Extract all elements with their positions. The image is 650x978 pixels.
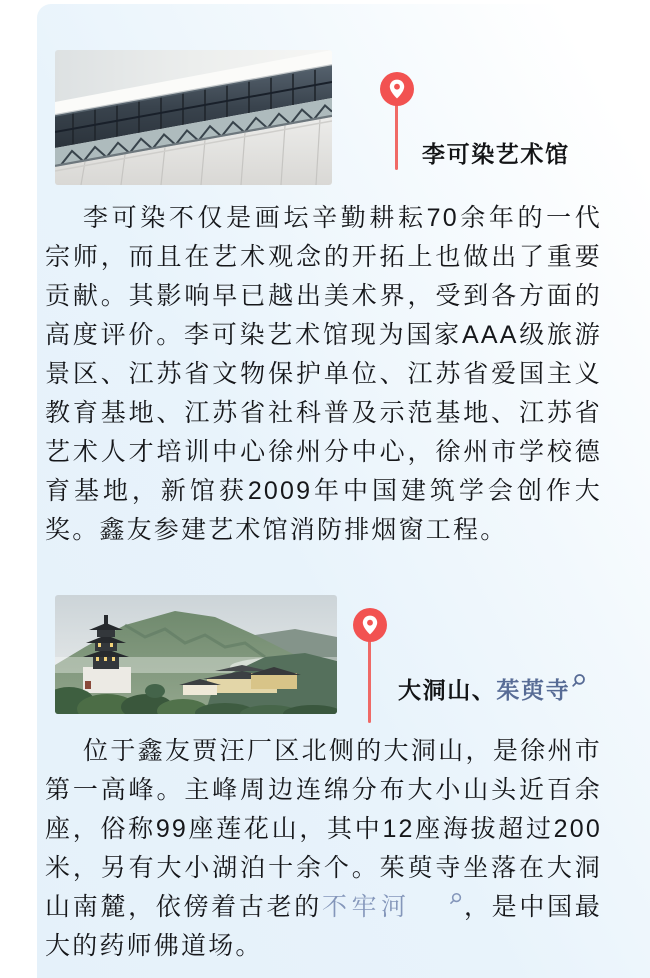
pin-stem-line [368, 639, 371, 723]
location-pin-icon [353, 608, 387, 642]
search-icon[interactable] [571, 673, 587, 689]
building-facade-graphic [55, 50, 332, 185]
section-paragraph-dadongshan [45, 732, 602, 966]
zhuyusi-link[interactable]: 茱萸寺 [496, 677, 571, 703]
section-paragraph-likeran [45, 199, 602, 550]
section-title-text: 大洞山、 [398, 677, 497, 703]
paragraph-text: ，是中国最大的药师佛道场。 [45, 893, 602, 960]
paragraph-text: 位于鑫友贾汪厂区北侧的大洞山，是徐州市第一高峰。主峰周边连绵分布大小山头近百余座，俗称99座莲花山，其中12座海拔超过200米，另有大小湖泊十余个。茱萸寺坐落在大洞山南麓，依傍着古老的 [45, 737, 602, 921]
pin-stem-line [395, 103, 398, 170]
section-title-likeran [422, 136, 570, 169]
search-icon[interactable] [411, 892, 463, 906]
mountain-temple-photo[interactable] [55, 595, 337, 714]
paragraph-text: 李可染不仅是画坛辛勤耕耘70余年的一代宗师，而且在艺术观念的开拓上也做出了重要贡献。其影响早已越出美术界，受到各方面的高度评价。李可染艺术馆现为国家AAA级旅游景区、江苏省文物保护单位、江苏省爱国主义教育基地、江苏省社科普及示范基地、江苏省艺术人才培训中心徐州分中心，徐州市学校德育基地，新馆获2009年中国建筑学会创作大奖。鑫友参建艺术馆消防排烟窗工程。 [45, 204, 602, 544]
section-title-dadongshan [398, 672, 587, 705]
bulaohe-link[interactable]: 不牢河 [321, 893, 411, 921]
section-title-text: 李可染艺术馆 [422, 141, 570, 167]
art-museum-photo[interactable] [55, 50, 332, 185]
mountain-temple-graphic [55, 595, 337, 714]
location-pin-icon [380, 72, 414, 106]
